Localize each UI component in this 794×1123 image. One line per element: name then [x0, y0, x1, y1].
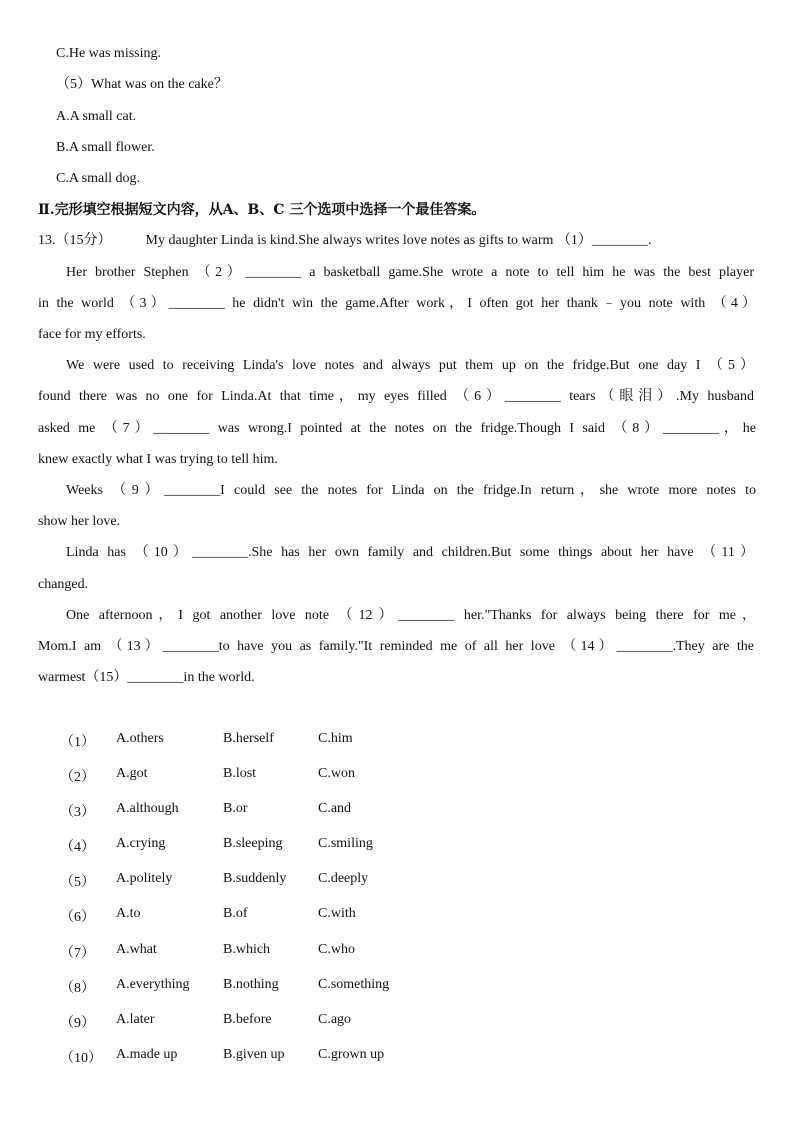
option-row [60, 977, 438, 1012]
option-number: （9） [60, 1015, 95, 1031]
option-c: C.him [318, 731, 353, 746]
option-a: A.to [116, 906, 141, 922]
option-a: A.later [116, 1011, 155, 1027]
option-row [60, 871, 438, 906]
option-number: （8） [60, 980, 95, 996]
option-row [60, 766, 438, 801]
option-number: （10） [60, 1050, 102, 1066]
option-c: C.grown up [318, 1046, 385, 1062]
option-b: B.lost [223, 766, 257, 782]
option-c: C.ago [318, 1011, 352, 1027]
q5-option-c: C.A small dog. [56, 171, 141, 186]
option-b: B.nothing [223, 976, 279, 992]
option-row [60, 906, 438, 941]
passage-line: changed. [38, 577, 89, 592]
passage-line: knew exactly what I was trying to tell him. [38, 452, 278, 467]
option-b: B.or [223, 801, 248, 817]
option-number: （4） [60, 840, 95, 856]
option-b: B.which [223, 941, 271, 957]
option-number: （5） [60, 875, 95, 891]
q5-option-a: A.A small cat. [56, 109, 137, 124]
option-a: A.everything [116, 976, 190, 992]
passage-line: in the world （3）________ he didn't win the game.After work，I often got her thank﹣you note with （4） [38, 296, 756, 311]
option-row [60, 731, 438, 766]
option-row [60, 1047, 438, 1082]
option-a: A.others [116, 731, 164, 746]
option-c: C.who [318, 941, 355, 957]
option-number: （7） [60, 945, 95, 961]
option-a: A.crying [116, 836, 166, 852]
option-a: A.got [116, 766, 148, 782]
option-row [60, 942, 438, 977]
passage-line: We were used to receiving Linda's love notes and always put them up on the fridge.But one day I （5） [66, 358, 754, 373]
passage-line: show her love. [38, 514, 121, 529]
option-row [60, 801, 438, 836]
option-c: C.won [318, 766, 355, 782]
option-number: （2） [60, 770, 95, 786]
option-b: B.sleeping [223, 836, 283, 852]
passage-line: found there was no one for Linda.At that time，my eyes filled （6）________ tears（眼泪）.My husband [38, 389, 754, 404]
option-row [60, 1012, 438, 1047]
option-c: C.with [318, 906, 356, 922]
option-a: A.made up [116, 1046, 178, 1062]
option-c: C.and [318, 801, 352, 817]
question-number: 13.（15分） [38, 233, 112, 248]
passage-line: Linda has （10）________.She has her own family and children.But some things about her have （11） [66, 545, 754, 560]
option-a: A.what [116, 941, 157, 957]
passage-line: Weeks （9）________I could see the notes for Linda on the fridge.In return，she wrote more notes to [66, 483, 756, 498]
option-b: B.before [223, 1011, 272, 1027]
option-number: （1） [60, 735, 95, 750]
option-b: B.given up [223, 1046, 285, 1062]
option-c: C.deeply [318, 871, 369, 887]
passage-line: My daughter Linda is kind.She always writes love notes as gifts to warm （1）________. [145, 233, 652, 248]
passage-line: asked me （7）________ was wrong.I pointed at the notes on the fridge.Though I said （8）________，he [38, 421, 756, 436]
passage-line: Her brother Stephen （2）________ a basketball game.She wrote a note to tell him he was the best player [66, 265, 754, 280]
option-b: B.suddenly [223, 871, 287, 887]
q5-stem: （5）What was on the cake？ [56, 77, 228, 92]
option-row [60, 836, 438, 871]
option-number: （3） [60, 805, 95, 821]
option-number: （6） [60, 910, 95, 926]
option-a: A.although [116, 801, 179, 817]
options-table [60, 731, 438, 1082]
q12-option-c: C.He was missing. [56, 46, 161, 61]
q5-option-b: B.A small flower. [56, 140, 155, 155]
passage-line: warmest（15）________in the world. [38, 670, 255, 685]
option-b: B.of [223, 906, 248, 922]
option-c: C.smiling [318, 836, 373, 852]
q13-first-line [38, 232, 734, 250]
passage-line: face for my efforts. [38, 327, 146, 342]
passage-line: Mom.I am （13）________to have you as family."It reminded me of all her love （14）________.They are the [38, 639, 754, 654]
passage-line: One afternoon，I got another love note （12）________ her."Thanks for always being there for me， [66, 608, 756, 623]
option-a: A.politely [116, 871, 173, 887]
section-heading: Ⅱ.完形填空根据短文内容，从A、B、C 三个选项中选择一个最佳答案。 [38, 202, 486, 218]
option-b: B.herself [223, 731, 274, 746]
option-c: C.something [318, 976, 390, 992]
